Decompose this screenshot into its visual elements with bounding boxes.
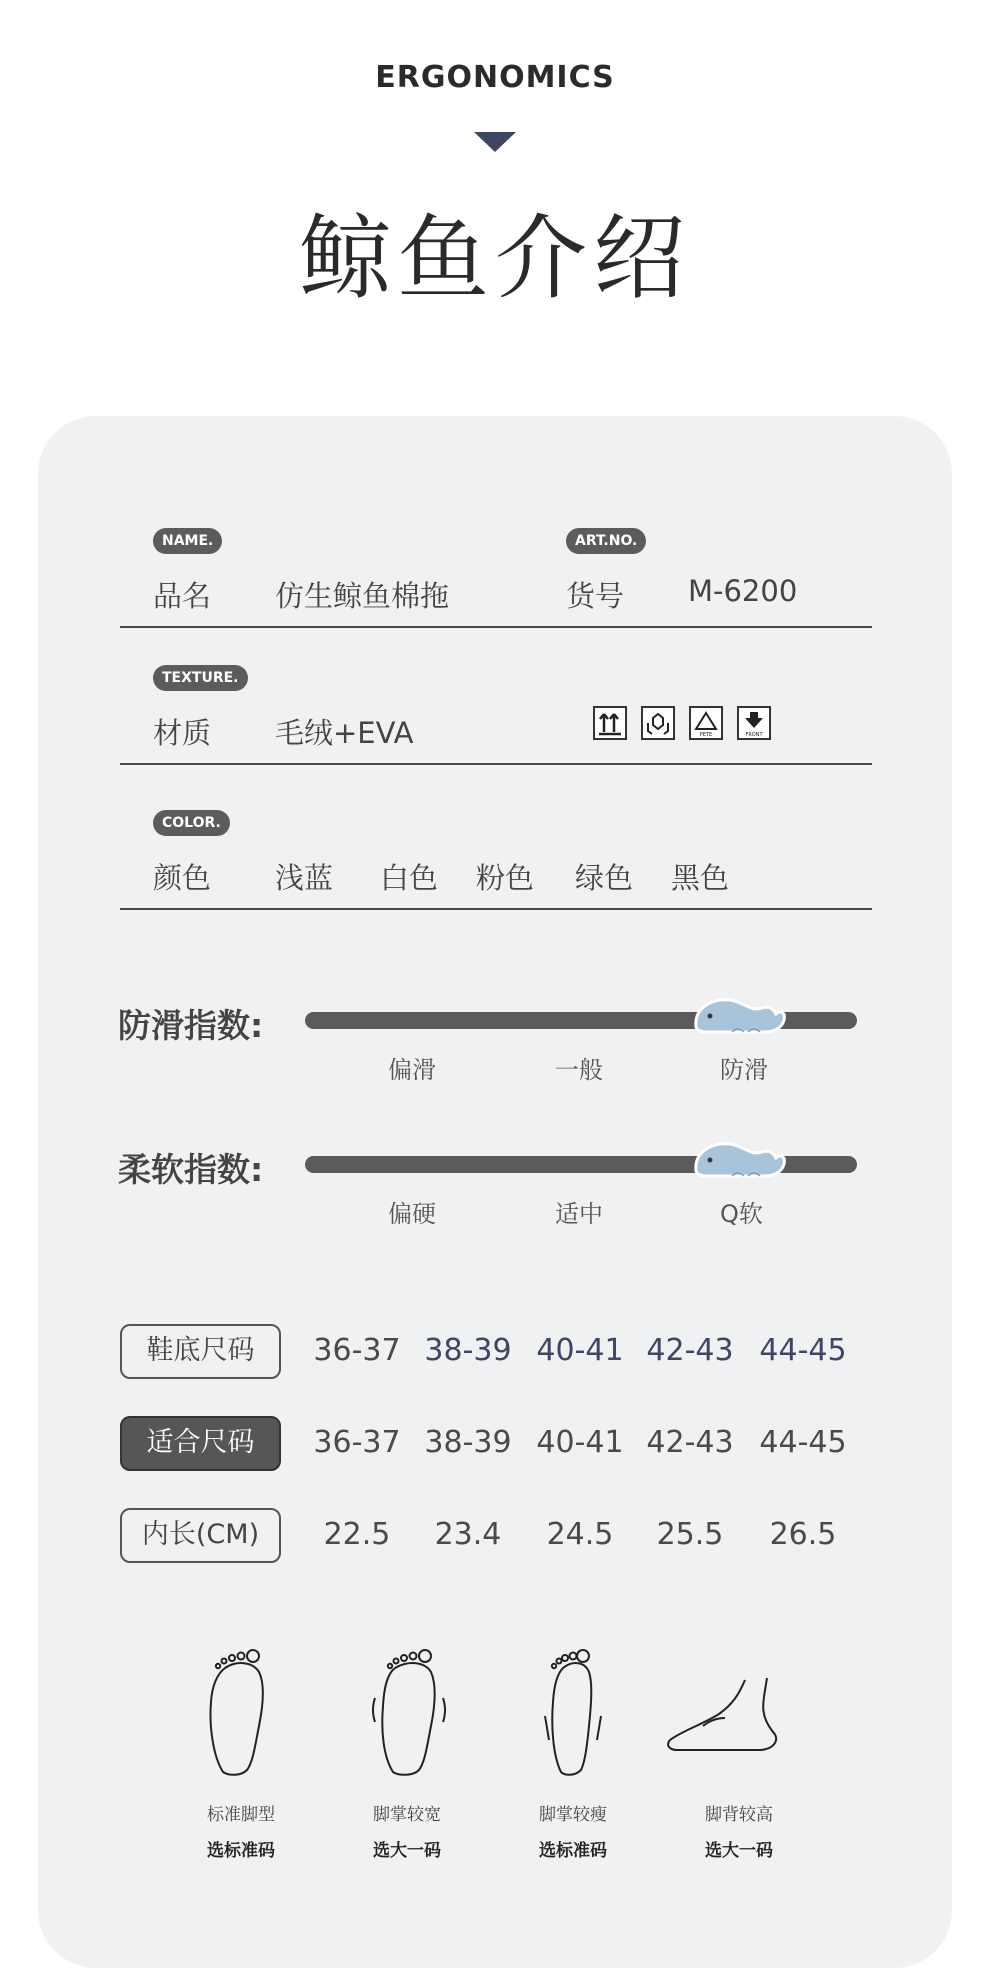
this-way-up-icon — [593, 706, 627, 740]
inner-length-value: 23.4 — [434, 1517, 502, 1552]
foot-size-tip: 选标准码 — [207, 1841, 275, 1861]
texture-value: 毛绒+EVA — [275, 716, 414, 750]
standard-foot-icon — [203, 1646, 273, 1780]
art-no-value: M-6200 — [688, 574, 798, 608]
name-tag: NAME. — [153, 528, 222, 554]
name-label: 品名 — [153, 579, 212, 613]
foot-caption: 脚掌较瘦 — [539, 1805, 607, 1825]
index-level: 适中 — [555, 1200, 603, 1228]
inner-length-value: 22.5 — [323, 1517, 391, 1552]
index-level: Q软 — [720, 1200, 763, 1228]
softness-index-title: 柔软指数: — [118, 1150, 264, 1189]
color-label: 颜色 — [153, 861, 212, 895]
color-option: 绿色 — [575, 861, 634, 895]
divider — [120, 763, 872, 765]
whale-marker-icon — [690, 1134, 788, 1188]
color-option: 白色 — [380, 861, 439, 895]
inner-length-value: 24.5 — [546, 1517, 614, 1552]
texture-tag: TEXTURE. — [153, 665, 248, 691]
sole-size-value: 40-41 — [536, 1333, 624, 1368]
index-level: 偏硬 — [388, 1200, 436, 1228]
sole-size-label: 鞋底尺码 — [120, 1324, 281, 1379]
wide-foot-icon — [369, 1646, 449, 1780]
fit-size-value: 42-43 — [646, 1425, 734, 1460]
foot-caption: 脚背较高 — [705, 1805, 773, 1825]
front-arrow-icon — [737, 706, 771, 740]
narrow-foot-icon — [537, 1646, 607, 1780]
fit-size-value: 40-41 — [536, 1425, 624, 1460]
handle-with-care-icon — [641, 706, 675, 740]
sole-size-value: 38-39 — [424, 1333, 512, 1368]
section-title-english: ERGONOMICS — [375, 60, 615, 95]
color-tag: COLOR. — [153, 810, 230, 836]
foot-caption: 脚掌较宽 — [373, 1805, 441, 1825]
color-option: 浅蓝 — [275, 861, 334, 895]
fit-size-value: 36-37 — [313, 1425, 401, 1460]
divider — [120, 908, 872, 910]
name-value: 仿生鲸鱼棉拖 — [275, 579, 450, 613]
fit-size-label: 适合尺码 — [120, 1416, 281, 1471]
high-instep-foot-icon — [663, 1674, 793, 1758]
product-info-panel — [38, 416, 952, 1968]
inner-length-value: 25.5 — [656, 1517, 724, 1552]
index-level: 防滑 — [720, 1056, 768, 1084]
recycle-pete-icon — [689, 706, 723, 740]
foot-size-tip: 选大一码 — [705, 1841, 773, 1861]
pete-text: PETE — [699, 732, 713, 738]
sole-size-value: 42-43 — [646, 1333, 734, 1368]
front-text: FRONT — [745, 732, 763, 738]
foot-size-tip: 选标准码 — [539, 1841, 607, 1861]
foot-size-tip: 选大一码 — [373, 1841, 441, 1861]
foot-caption: 标准脚型 — [207, 1805, 275, 1825]
color-option: 粉色 — [476, 861, 535, 895]
sole-size-value: 44-45 — [759, 1333, 847, 1368]
art-no-tag: ART.NO. — [566, 528, 646, 554]
inner-length-value: 26.5 — [769, 1517, 837, 1552]
texture-label: 材质 — [153, 716, 212, 750]
color-option: 黑色 — [671, 861, 730, 895]
section-title-chinese: 鲸鱼介绍 — [298, 205, 691, 312]
inner-length-label: 内长(CM) — [120, 1508, 281, 1563]
art-no-label: 货号 — [566, 579, 625, 613]
index-level: 一般 — [555, 1056, 603, 1084]
fit-size-value: 44-45 — [759, 1425, 847, 1460]
sole-size-value: 36-37 — [313, 1333, 401, 1368]
down-triangle-icon — [474, 132, 516, 152]
fit-size-value: 38-39 — [424, 1425, 512, 1460]
divider — [120, 626, 872, 628]
whale-marker-icon — [690, 990, 788, 1044]
index-level: 偏滑 — [388, 1056, 436, 1084]
anti-slip-index-title: 防滑指数: — [118, 1006, 264, 1045]
